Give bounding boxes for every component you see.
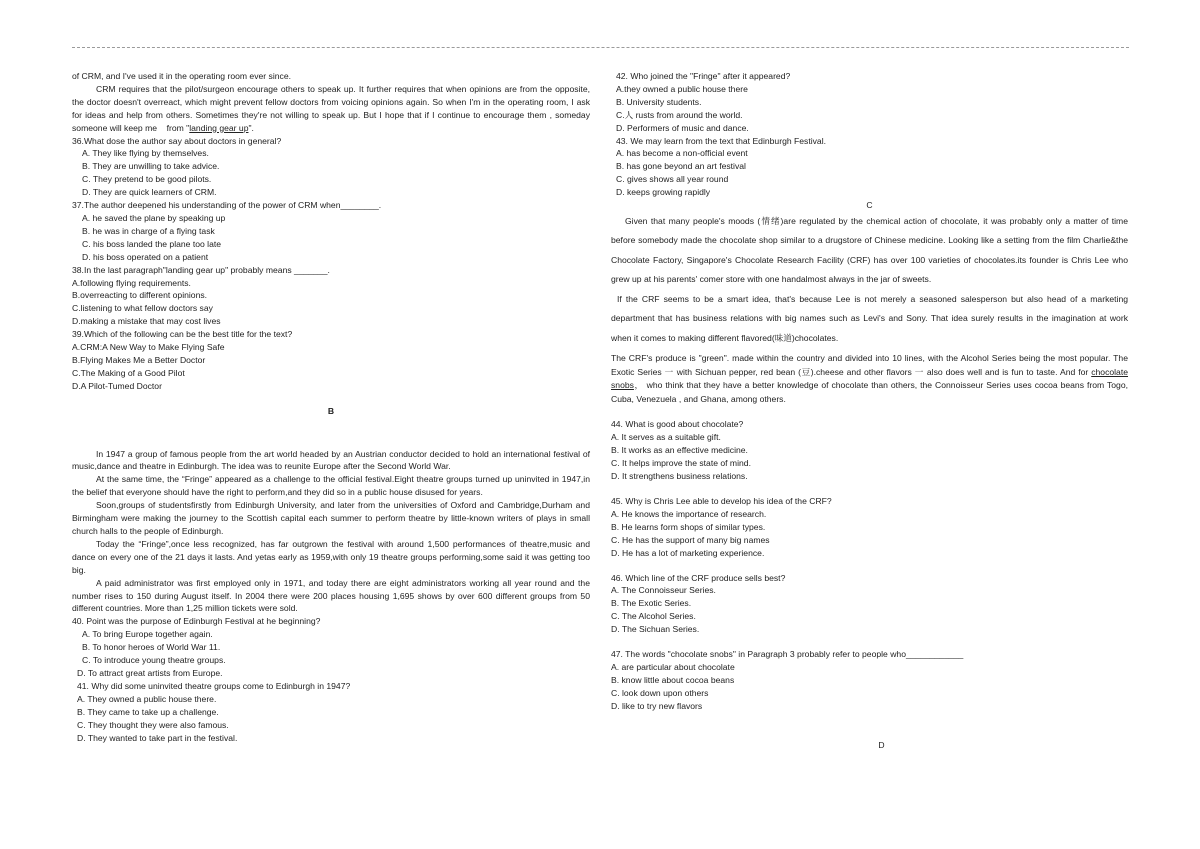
question-stem: 40. Point was the purpose of Edinburgh Festival at he beginning? (72, 616, 321, 627)
passage-b-paragraph-4: Today the “Fringe”,once less recognized, has far outgrown the festival with around 1,500 performances of theatre,music and dance on every one of the 21 days it lasts. And yetas early as 1959,with only 19 theatre groups performing,some said it was getting too big. (72, 538, 590, 575)
option-d: D. Performers of music and dance. (616, 122, 749, 133)
question-45 (611, 495, 1128, 560)
question-42 (611, 70, 1128, 135)
question-stem: 47. The words "chocolate snobs" in Paragraph 3 probably refer to people who____________ (611, 649, 964, 660)
option-d: D. like to try new flavors (611, 700, 703, 711)
option-c: C. his boss landed the plane too late (82, 238, 222, 249)
option-c: C.人 rusts from around the world. (616, 109, 743, 120)
passage-b-paragraph-5: A paid administrator was first employed only in 1971, and today there are eight administrators working all year round and the number rises to 150 during August itself. In 2004 there were 200 places housing 1,695 shows by over 600 different groups from 50 different countries. More than 1,25 million tickets were sold. (72, 577, 590, 614)
option-a: A. are particular about chocolate (611, 661, 735, 672)
question-stem: 41. Why did some uninvited theatre groups come to Edinburgh in 1947? (77, 680, 351, 691)
option-b: B. University students. (616, 96, 702, 107)
passage-c-paragraph-3-text: The CRF's produce is "green". made within the country and divided into 10 lines, with the Alcohol Series being the most popular. The Exotic Series 一 with Sichuan pepper, red bean (豆).cheese and other flavors 一 also does well and is fun to taste. And for (611, 353, 1128, 377)
question-stem: 36.What dose the author say about doctors in general? (72, 135, 282, 146)
question-stem: 39.Which of the following can be the best title for the text? (72, 329, 293, 340)
option-d: D. It strengthens business relations. (611, 471, 748, 482)
option-b: B. He learns form shops of similar types. (611, 521, 766, 532)
passage-c-paragraph-3-rest: ， who think that they have a better knowledge of chocolate than others, the Connoisseur Series uses cocoa beans from Togo, Cuba, Venezuela , and Ghana, among others. (611, 380, 1128, 404)
question-stem: 44. What is good about chocolate? (611, 419, 744, 430)
option-a: A.CRM:A New Way to Make Flying Safe (72, 342, 225, 353)
question-44 (611, 418, 1128, 483)
option-a: A. They owned a public house there. (77, 693, 217, 704)
option-b: B. know little about cocoa beans (611, 674, 735, 685)
passage-b-paragraph-3: Soon,groups of studentsfirstly from Edinburgh University, and later from the universities of Oxford and Cambridge,Durham and Birmingham were making the journey to the Scottish capital each summer to perform theatre by little-known writers of plays in small church halls to the people of Edinburgh. (72, 500, 590, 536)
question-stem: 37.The author deepened his understanding of the power of CRM when________. (72, 200, 382, 211)
question-stem: 43. We may learn from the text that Edinburgh Festival. (616, 135, 827, 146)
question-stem: 42. Who joined the "Fringe" after it appeared? (616, 71, 791, 81)
option-c: C.listening to what fellow doctors say (72, 303, 213, 314)
option-d: D. He has a lot of marketing experience. (611, 547, 765, 558)
option-c: C. The Alcohol Series. (611, 611, 696, 622)
option-c: C. To introduce young theatre groups. (82, 655, 226, 666)
crm-paragraph (72, 83, 590, 135)
option-c: C. They thought they were also famous. (77, 719, 229, 730)
option-b: B. They came to take up a challenge. (77, 706, 219, 717)
question-stem: 46. Which line of the CRF produce sells best? (611, 572, 786, 583)
option-d: D. They are quick learners of CRM. (82, 187, 217, 198)
passage-c-paragraph-3 (611, 352, 1128, 406)
option-b: B. They are unwilling to take advice. (82, 161, 220, 172)
chocolate-snobs-phrase: chocolate snobs (611, 366, 1129, 391)
option-a: A.they owned a public house there (616, 83, 748, 94)
question-37 (72, 199, 590, 264)
header-divider (72, 47, 1129, 48)
passage-c-paragraph-1: Given that many people's moods (情绪)are regulated by the chemical action of chocolate, it was probably only a matter of time before somebody made the chocolate shop similar to a drugstore of Chinese medicine. Looking like a setting from the film Charlie&the Chocolate Factory, Singapore's Chocolate Research Facility (CRF) has over 100 varieties of chocolates.its founder is Chris Lee who grew up at his parents' comer store with one handalmost always in the jar of sweets. (611, 215, 1128, 285)
option-d: D. To attract great artists from Europe. (77, 667, 223, 678)
option-d: D.making a mistake that may cost lives (72, 316, 221, 327)
option-a: A. has become a non-official event (616, 148, 748, 159)
option-b: B.overreacting to different opinions. (72, 290, 208, 301)
crm-paragraph-gap: from " (166, 122, 190, 133)
option-d: D. The Sichuan Series. (611, 624, 700, 635)
question-47 (611, 648, 1128, 713)
option-d: D. his boss operated on a patient (82, 251, 209, 262)
option-b: B. To honor heroes of World War 11. (82, 642, 221, 653)
passage-c-paragraph-2: If the CRF seems to be a smart idea, that's because Lee is not merely a seasoned salesperson but also head of a marketing department that has business relations with big names such as Levi's and Sony. That idea surely results in the imagination at work when it comes to making different flavored(味道)chocolates. (611, 293, 1128, 343)
section-b-heading: B (327, 405, 335, 416)
option-a: A. To bring Europe together again. (82, 629, 213, 640)
passage-b-paragraph-2: At the same time, the “Fringe” appeared as a challenge to the official festival.Eight theatre groups turned up uninvited in 1947,in the belief that everyone should have the right to perform,and they did so in a public house disused for years. (72, 474, 590, 498)
question-40 (72, 615, 590, 680)
option-b: B. he was in charge of a flying task (82, 225, 215, 236)
question-stem: 38.In the last paragraph"landing gear up" probably means _______. (72, 264, 330, 275)
option-a: A. They like flying by themselves. (82, 148, 209, 159)
left-column (72, 70, 590, 744)
option-b: B. has gone beyond an art festival (616, 161, 746, 172)
intro-line: of CRM, and I've used it in the operating room ever since. (72, 71, 291, 81)
option-a: A. It serves as a suitable gift. (611, 432, 721, 443)
question-43 (611, 135, 1128, 200)
question-39 (72, 328, 590, 393)
question-46 (611, 572, 1128, 637)
option-d: D.A Pilot-Tumed Doctor (72, 380, 162, 391)
option-d: D. They wanted to take part in the festival. (77, 732, 238, 743)
option-d: D. keeps growing rapidly (616, 187, 711, 198)
option-c: C.The Making of a Good Pilot (72, 367, 185, 378)
option-c: C. He has the support of many big names (611, 534, 770, 545)
passage-b-paragraph-1: In 1947 a group of famous people from the art world headed by an Austrian conductor decided to hold an international festival of music,dance and theatre in Edinburgh. The idea was to reunite Europe after the Second World War. (72, 448, 590, 472)
question-stem: 45. Why is Chris Lee able to develop his idea of the CRF? (611, 496, 832, 506)
option-a: A. he saved the plane by speaking up (82, 212, 226, 223)
right-column (611, 70, 1128, 752)
option-b: B. It works as an effective medicine. (611, 445, 748, 456)
passage-b (72, 448, 590, 616)
option-c: C. It helps improve the state of mind. (611, 458, 751, 469)
option-c: C. look down upon others (611, 687, 709, 698)
option-a: A. He knows the importance of research. (611, 508, 767, 519)
crm-paragraph-text: CRM requires that the pilot/surgeon encourage others to speak up. It further requires that when opinions are from the opposite, the doctor doesn't overreact, which might prevent fellow doctors from voicing opinions again. So when I'm in the operating room, I ask for ideas and help from others. Sometimes they're not willing to speak up. But I hope that if I continue to encourage them , someday someone will keep me (72, 83, 590, 133)
option-b: B.Flying Makes Me a Better Doctor (72, 354, 206, 365)
section-c-heading: C (866, 200, 873, 211)
crm-paragraph-end: ". (248, 122, 254, 133)
question-36 (72, 135, 590, 200)
landing-gear-phrase: landing gear up (189, 122, 249, 133)
option-a: A. The Connoisseur Series. (611, 585, 716, 596)
question-41 (72, 680, 590, 745)
option-b: B. The Exotic Series. (611, 598, 692, 609)
option-a: A.following flying requirements. (72, 277, 191, 288)
option-c: C. gives shows all year round (616, 174, 729, 185)
section-d-heading: D (878, 739, 885, 750)
question-38 (72, 264, 590, 329)
option-c: C. They pretend to be good pilots. (82, 174, 212, 185)
